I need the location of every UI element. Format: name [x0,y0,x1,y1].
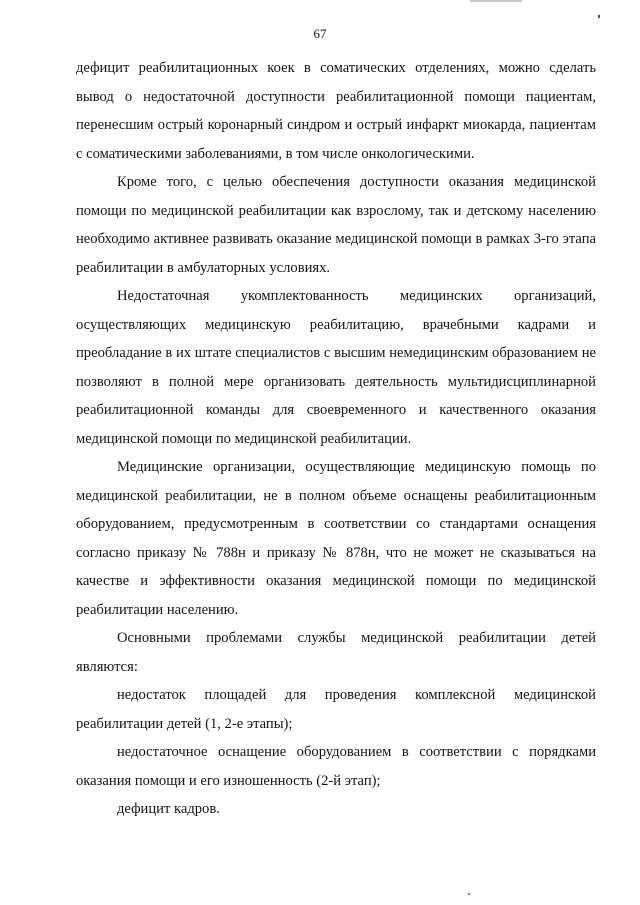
paragraph: Кроме того, с целью обеспечения доступности оказания медицинской помощи по медицинской реабилитации как взрослому, так и детскому населению необходимо активнее развивать оказание медицинской помощи в рамках 3-го этапа реабилитации в амбулаторных условиях. [76,174,596,276]
paragraph: дефицит реабилитационных коек в соматических отделениях, можно сделать вывод о недостаточной доступности реабилитационной помощи пациентам, перенесшим острый коронарный синдром и острый инфаркт миокарда, пациентам с соматическими заболеваниями, в том числе онкологическими. [76,60,596,162]
page-number: 67 [313,26,327,41]
list-item: дефицит кадров. [117,801,220,817]
document-body [76,54,596,824]
scan-artifact-dot [468,893,470,895]
paragraph: Основными проблемами службы медицинской реабилитации детей являются: [76,630,596,675]
paragraph: Недостаточная укомплектованность медицинских организаций, осуществляющих медицинскую реабилитацию, врачебными кадрами и преобладание в их штате специалистов с высшим немедицинским образованием не позволяют в полной мере организовать деятельность мультидисциплинарной реабилитационной команды для своевременного и качественного оказания медицинской помощи по медицинской реабилитации. [76,288,596,447]
scan-artifact-dot [598,15,600,18]
paragraph: Медицинские организации, осуществляющие медицинскую помощь по медицинской реабилитации, не в полном объеме оснащены реабилитационным оборудованием, предусмотренным в соответствии со стандартами оснащения согласно приказу № 788н и приказу № 878н, что не может не сказываться на качестве и эффективности оказания медицинской помощи по медицинской реабилитации населению. [76,459,596,618]
scan-artifact-line [470,0,522,2]
list-item: недостаток площадей для проведения комплексной медицинской реабилитации детей (1, 2-е этапы); [76,687,596,732]
list-item: недостаточное оснащение оборудованием в соответствии с порядками оказания помощи и его изношенность (2-й этап); [76,744,596,789]
